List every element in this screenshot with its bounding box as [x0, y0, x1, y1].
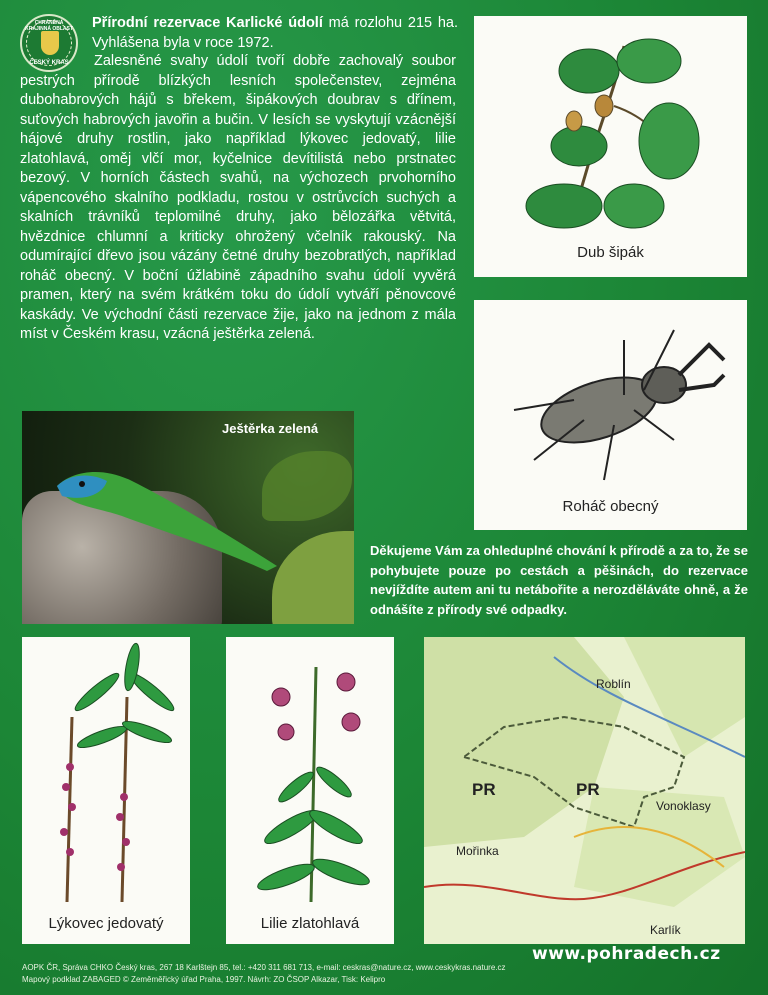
oak-caption: Dub šipák	[577, 244, 644, 261]
lily-panel	[226, 637, 394, 944]
lily-caption: Lilie zlatohlavá	[260, 915, 360, 932]
lily-illustration	[226, 637, 394, 907]
intro-rest: má rozlohu 215 ha. Vyhlášena byla v roce 1972.	[92, 15, 459, 51]
beetle-caption: Roháč obecný	[562, 498, 659, 515]
lizard-photo	[22, 411, 354, 624]
oak-panel	[474, 16, 747, 277]
thanks-text: Děkujeme Vám za ohleduplné chování k přírodě a za to, že se pohybujete pouze po cestách a pěšinách, do rezervace nevjíždíte autem ani tu netábořite a nerozděláváte ohně, a že odnášíte z přírody své odpadky.	[370, 543, 748, 617]
green-lizard-image	[52, 451, 282, 571]
map-label-pr-east: PR	[576, 780, 600, 799]
map-label-morinka: Mořinka	[456, 844, 499, 858]
logo-bottom-text: ČESKÝ KRAS	[29, 60, 69, 66]
intro-text	[92, 14, 458, 53]
map-label-pr-west: PR	[472, 780, 496, 799]
map-label-roblin: Roblín	[596, 677, 631, 691]
reserve-name: Přírodní rezervace Karlické údolí	[92, 15, 323, 31]
footer-line-2: Mapový podklad ZABAGED © Zeměměřický úřad Praha, 1997. Návrh: ZO ČSOP Alkazar, Tisk: Kelipro	[22, 975, 386, 984]
logo-top-text: CHRÁNĚNÁ KRAJINNÁ OBLAST	[25, 20, 73, 32]
map-label-vonoklasy: Vonoklasy	[656, 799, 711, 813]
beetle-panel	[474, 300, 747, 530]
daphne-caption: Lýkovec jedovatý	[48, 915, 164, 932]
map-label-karlik: Karlík	[650, 923, 681, 937]
oak-illustration	[474, 16, 747, 246]
footer-line-1: AOPK ČR, Správa CHKO Český kras, 267 18 Karlštejn 85, tel.: +420 311 681 713, e-mail: ceskras@nature.cz, www.ceskykras.nature.cz	[22, 963, 506, 972]
lizard-caption: Ještěrka zelená	[222, 421, 319, 436]
watermark: www.pohradech.cz	[532, 944, 721, 964]
body-text: Zalesněné svahy údolí tvoří dobře zachovalý soubor pestrých přírodě blízkých lesních společenstev, zejména dubohabrových hájů s břekem, šipákových doubrav s dřínem, suťových habrových javořin a bučin. V lesích se vyskytují vzácnější hájové druhy rostlin, jako například lýkovec jedovatý, lilie zlatohlavá, oměj vlčí mor, kyčelnice devítilistá nebo prstnatec bezový. V horních částech svahů, na výchozech prvohorního vápencového skalního podkladu, rostou v ostrůvcích suchých a skalních trávníků teplomilné druhy, jako bělozářka větvitá, hvězdnice chlumní a kriticky ohrožený včelník rakouský. Na odumírající dřevo jsou vázány četné druhy bezobratlých, například roháč obecný. V boční úžlabině západního svahu údolí vyvěrá pramen, který na svém krátkém toku do údolí vytváří pěnovcové kaskády. Ve východní části rezervace žije, jako na jednom z mála míst v Českém krasu, vzácná ještěrka zelená.	[20, 53, 456, 342]
daphne-panel	[22, 637, 190, 944]
stag-beetle-illustration	[474, 300, 747, 500]
daphne-illustration	[22, 637, 190, 907]
reserve-map	[424, 637, 745, 944]
